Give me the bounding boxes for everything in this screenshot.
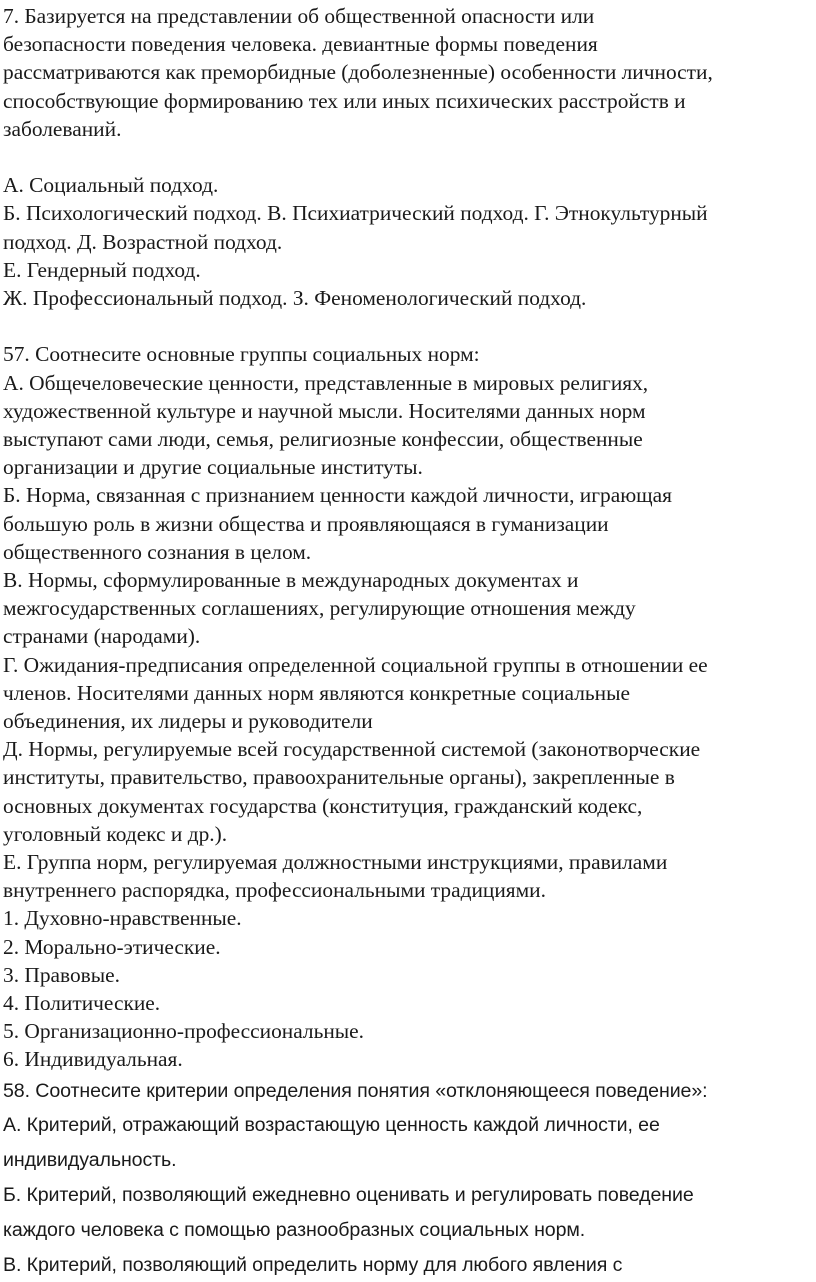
q58-text-line: Б. Критерий, позволяющий ежедневно оценивать и регулировать поведение <box>3 1184 694 1207</box>
q58-text-line: каждого человека с помощью разнообразных социальных норм. <box>3 1218 586 1241</box>
q57-list-item: 1. Духовно-нравственные. <box>3 906 242 931</box>
q57-list-item: 4. Политические. <box>3 991 161 1016</box>
q57-list-item: 3. Правовые. <box>3 962 120 987</box>
q7-text-line: 7. Базируется на представлении об общественной опасности или <box>3 4 595 28</box>
q57-text-line: Г. Ожидания-предписания определенной социальной группы в отношении ее <box>3 652 708 677</box>
q57-text-line: выступают сами люди, семья, религиозные конфессии, общественные <box>3 427 643 452</box>
q7-option-line: подход. Д. Возрастной подход. <box>3 229 283 254</box>
q57-text-line: А. Общечеловеческие ценности, представленные в мировых религиях, <box>3 370 649 395</box>
q57-text-line: Б. Норма, связанная с признанием ценности каждой личности, играющая <box>3 483 672 508</box>
q57-text-line: В. Нормы, сформулированные в международных документах и <box>3 568 579 593</box>
q57-text-line: межгосударственных соглашениях, регулирующие отношения между <box>3 596 636 621</box>
q57-text-line: художественной культуре и научной мысли. Носителями данных норм <box>3 398 646 423</box>
q57-text-line: основных документах государства (конституция, гражданский кодекс, <box>3 793 643 818</box>
q57-text-line: организации и другие социальные институты. <box>3 455 423 480</box>
q57-list-item: 2. Морально-этические. <box>3 934 221 959</box>
q57-text-line: Д. Нормы, регулируемые всей государственной системой (законотворческие <box>3 737 701 762</box>
q57-text-line: большую роль в жизни общества и проявляющаяся в гуманизации <box>3 511 609 536</box>
q57-text-line: 57. Соотнесите основные группы социальных норм: <box>3 342 480 367</box>
q7-text-line: заболеваний. <box>3 116 122 141</box>
q7-option-line: Е. Гендерный подход. <box>3 257 201 282</box>
paragraph-gap <box>3 143 815 171</box>
q57-list-item: 6. Индивидуальная. <box>3 1047 183 1072</box>
q7-option-line: А. Социальный подход. <box>3 173 219 198</box>
q7-option-line: Ж. Профессиональный подход. З. Феноменологический подход. <box>3 286 587 311</box>
question-58 <box>3 1074 815 1282</box>
q57-text-line: внутреннего распорядка, профессиональными традициями. <box>3 878 546 903</box>
document-page <box>3 0 815 1282</box>
q7-option-line: Б. Психологический подход. В. Психиатрический подход. Г. Этнокультурный <box>3 201 708 226</box>
q7-text-line: способствующие формированию тех или иных психических расстройств и <box>3 88 686 113</box>
q58-text-line: А. Критерий, отражающий возрастающую ценность каждой личности, ее <box>3 1114 660 1137</box>
q57-text-line: уголовный кодекс и др.). <box>3 821 228 846</box>
q58-text-line: В. Критерий, позволяющий определить норму для любого явления с <box>3 1253 623 1276</box>
q57-text-line: институты, правительство, правоохранительные органы), закрепленные в <box>3 765 675 790</box>
q7-text-line: безопасности поведения человека. девиантные формы поведения <box>3 32 598 57</box>
q58-text-line: 58. Соотнесите критерии определения понятия «отклоняющееся поведение»: <box>3 1079 708 1102</box>
question-57 <box>3 340 815 1073</box>
paragraph-gap <box>3 312 815 340</box>
q57-text-line: общественного сознания в целом. <box>3 539 312 564</box>
q58-text-line: индивидуальность. <box>3 1149 177 1172</box>
q57-text-line: странами (народами). <box>3 624 201 649</box>
question-7 <box>3 2 815 340</box>
q57-text-line: Е. Группа норм, регулируемая должностными инструкциями, правилами <box>3 850 668 875</box>
q57-text-line: членов. Носителями данных норм являются конкретные социальные <box>3 680 630 705</box>
q57-list-item: 5. Организационно-профессиональные. <box>3 1019 365 1044</box>
q7-text-line: рассматриваются как преморбидные (доболезненные) особенности личности, <box>3 60 713 85</box>
q57-text-line: объединения, их лидеры и руководители <box>3 709 373 734</box>
